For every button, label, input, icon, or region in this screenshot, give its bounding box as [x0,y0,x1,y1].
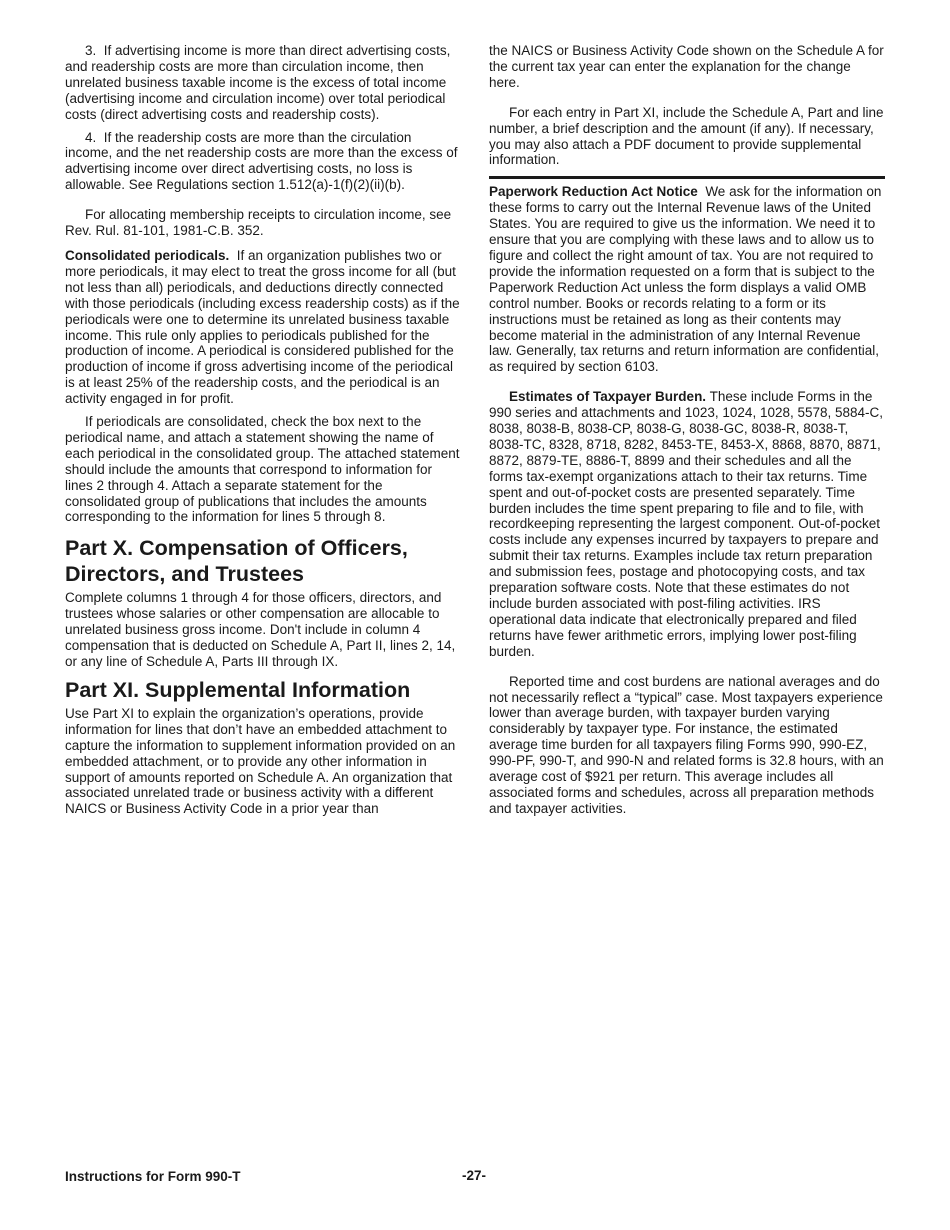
membership-receipts-paragraph: For allocating membership receipts to circulation income, see Rev. Rul. 81-101, 1981-C.B. 352. [65,207,452,239]
part-x-text: Complete columns 1 through 4 for those officers, directors, and trustees whose salaries or other compensation are allocable to unrelated business gross income. Don't include in column 4 compensation that is deducted on Schedule A, Part II, lines 2, 14, or any line of Schedule A, Parts III through IX. [65,590,456,669]
footer-page-number: -27- [462,1168,487,1183]
consolidated-periodicals-heading: Consolidated periodicals. [65,247,230,263]
paperwork-reduction-heading: Paperwork Reduction Act Notice [489,184,698,200]
part-x-title: Part X. Compensation of Officers, Directors, and Trustees [65,536,408,587]
consolidated-statement-paragraph: If periodicals are consolidated, check the box next to the periodical name, and attach a statement showing the name of each periodical in the consolidated group. The attached statement should include the amounts that correspond to information for lines 2 through 4. Attach a separate statement for the consolidated group of publications that includes the amounts corresponding to the information for lines 5 through 8. [65,414,460,525]
paperwork-reduction-paragraph [489,184,885,375]
consolidated-periodicals-paragraph [65,248,461,407]
reported-burden-paragraph: Reported time and cost burdens are national averages and do not necessarily reflect a “typical” case. Most taxpayers experience lower than average burden, with taxpayer burden varying considerably by taxpayer type. For instance, the estimated average time burden for all taxpayers filing Forms 990, 990-EZ, 990-PF, 990-T, and 990-N and related forms is 32.8 hours, with an average cost of $921 per return. This average includes all associated forms and schedules, across all preparation methods and taxpayer activities. [489,673,884,816]
part-xi-text: Use Part XI to explain the organization’s operations, provide information for lines that don’t have an embedded attachment to capture the information to supplement information provided on an embedded attachment, or to provide any other information in support of amounts reported on Schedule A. An organization that associated unrelated trade or business activity with a different NAICS or Business Activity Code in a prior year than [65,705,456,817]
item-3-paragraph: 3. If advertising income is more than direct advertising costs, and readership costs are more than circulation income, then unrelated business taxable income is the excess of total income (advertising income and circulation income) over total periodical costs (direct advertising costs and readership costs). [65,43,451,122]
taxpayer-burden-heading: Estimates of Taxpayer Burden. [509,389,707,405]
left-column [65,43,461,817]
part-xi-title: Part XI. Supplemental Information [65,677,411,702]
taxpayer-burden-text: These include Forms in the 990 series and attachments and 1023, 1024, 1028, 5578, 5884-C, 8038, 8038-B, 8038-CP, 8038-G, 8038-GC, 8038-R, 8038-T, 8038-TC, 8328, 8718, 8282, 8453-TE, 8453-X, 8868, 8870, 8871, 8872, 8879-TE, 8886-T, 8899 and their schedules and all the forms tax-exempt organizations attach to their tax returns. Time spent and out-of-pocket costs are presented separately. Time burden includes the time spent preparing to file and to file, with recordkeeping representing the largest component. Out-of-pocket costs include any expenses incurred by taxpayers to prepare and submit their tax returns. Examples include tax return preparation and submission fees, postage and photocopying costs, and tax preparation software costs. Note that these estimates do not include burden associated with post-filing activities. IRS operational data indicate that electronically prepared and filed returns have fewer arithmetic errors, implying lower post-filing burden. [489,389,884,659]
part-xi-continued-paragraph: the NAICS or Business Activity Code shown on the Schedule A for the current tax year can enter the explanation for the change here. [489,43,884,90]
part-xi-entry-paragraph: For each entry in Part XI, include the Schedule A, Part and line number, a brief description and the amount (if any). If necessary, you may also attach a PDF document to provide supplemental information. [489,104,884,168]
footer-form-name: Instructions for Form 990-T [65,1169,241,1184]
right-column [489,43,885,817]
item-4-paragraph: 4. If the readership costs are more than the circulation income, and the net readership costs are more than the excess of advertising income over direct advertising costs, no loss is allowable. See Regulations section 1.512(a)-1(f)(2)(ii)(b). [65,129,458,193]
section-divider [489,176,885,179]
taxpayer-burden-paragraph [489,389,885,659]
consolidated-periodicals-text: If an organization publishes two or more periodicals, it may elect to treat the gross income for all (but not less than all) periodicals, and deductions directly connected with those periodicals (including excess readership costs) as if the periodicals were one to determine its unrelated business taxable income. This rule only applies to periodicals published for the production of income. A periodical is considered published for the production of income if gross advertising income of the periodical is at least 25% of the readership costs, and the periodical is an activity engaged in for profit. [65,247,460,407]
paperwork-reduction-text: We ask for the information on these forms to carry out the Internal Revenue laws of the United States. You are required to give us the information. We need it to ensure that you are complying with these laws and to allow us to figure and collect the right amount of tax. You are not required to provide the information requested on a form that is subject to the Paperwork Reduction Act unless the form displays a valid OMB control number. Books or records relating to a form or its instructions must be retained as long as their contents may become material in the administration of any Internal Revenue law. Generally, tax returns and return information are confidential, as required by section 6103. [489,184,882,375]
